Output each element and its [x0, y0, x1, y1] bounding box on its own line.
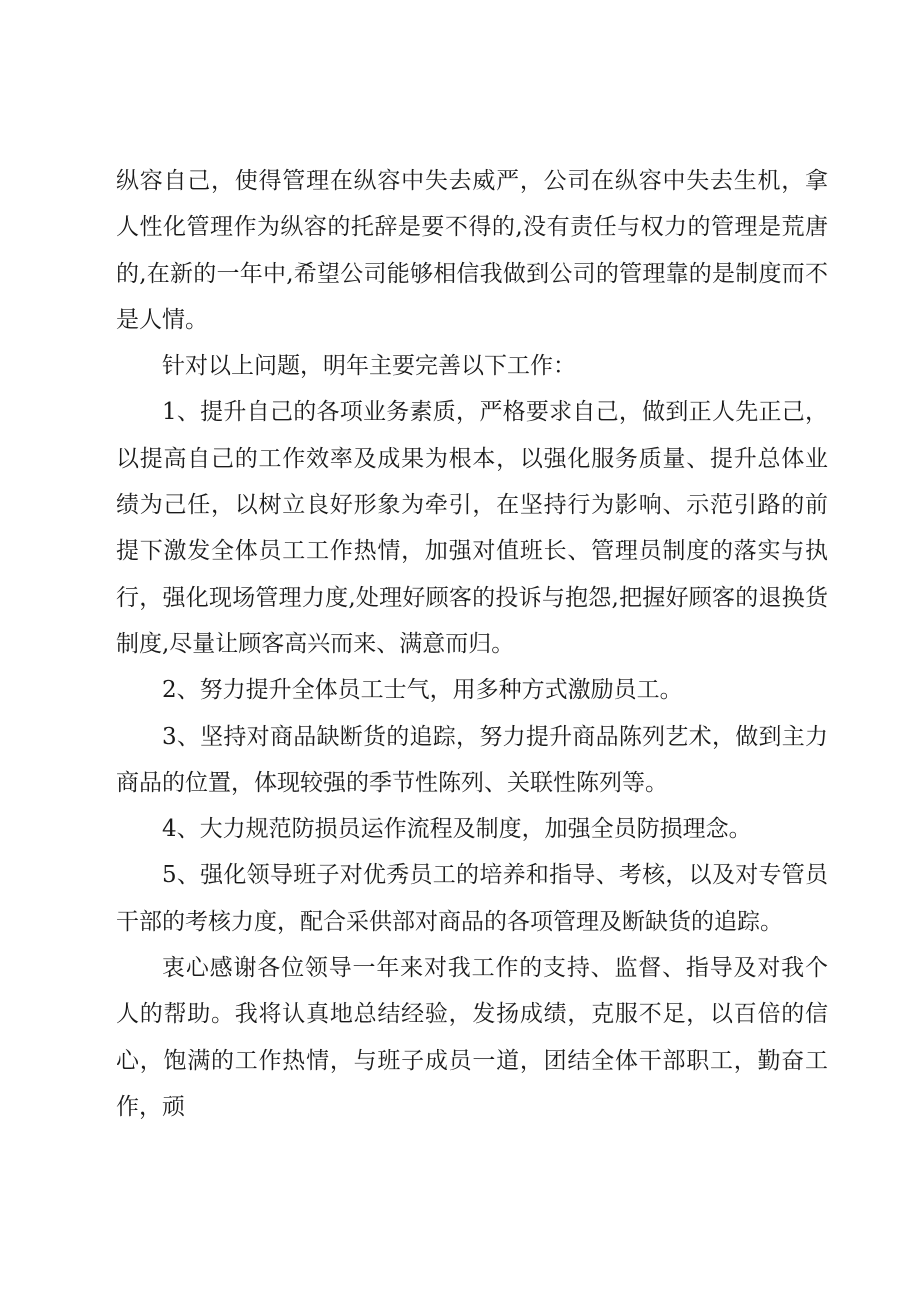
paragraph-plan-heading: 针对以上问题，明年主要完善以下工作： — [162, 353, 576, 380]
paragraph-item-4: 4、大力规范防损员运作流程及制度，加强全员防损理念。 — [162, 816, 752, 843]
paragraph-item-5: 5、强化领导班子对优秀员工的培养和指导、考核，以及对专管员干部的考核力度，配合采供部对商品的各项管理及断缺货的追踪。 — [116, 862, 828, 935]
document-body — [116, 158, 828, 1130]
paragraph-item-2: 2、努力提升全体员工士气，用多种方式激励员工。 — [162, 677, 683, 704]
paragraph-item-1: 1、提升自己的各项业务素质，严格要求自己，做到正人先正己，以提高自己的工作效率及成果为根本，以强化服务质量、提升总体业绩为己任，以树立良好形象为牵引，在坚持行为影响、示范引路的前提下激发全体员工工作热情，加强对值班长、管理员制度的落实与执行，强化现场管理力度,处理好顾客的投诉与抱怨,把握好顾客的退换货制度,尽量让顾客高兴而来、满意而归。 — [116, 399, 828, 657]
paragraph-intro: 纵容自己，使得管理在纵容中失去威严，公司在纵容中失去生机，拿人性化管理作为纵容的托辞是要不得的,没有责任与权力的管理是荒唐的,在新的一年中,希望公司能够相信我做到公司的管理靠的是制度而不是人情。 — [116, 168, 828, 333]
paragraph-item-3: 3、坚持对商品缺断货的追踪，努力提升商品陈列艺术，做到主力商品的位置，体现较强的季节性陈列、关联性陈列等。 — [116, 723, 828, 796]
paragraph-thanks: 衷心感谢各位领导一年来对我工作的支持、监督、指导及对我个人的帮助。我将认真地总结经验，发扬成绩，克服不足，以百倍的信心，饱满的工作热情，与班子成员一道，团结全体干部职工，勤奋工作，顽 — [116, 955, 828, 1120]
